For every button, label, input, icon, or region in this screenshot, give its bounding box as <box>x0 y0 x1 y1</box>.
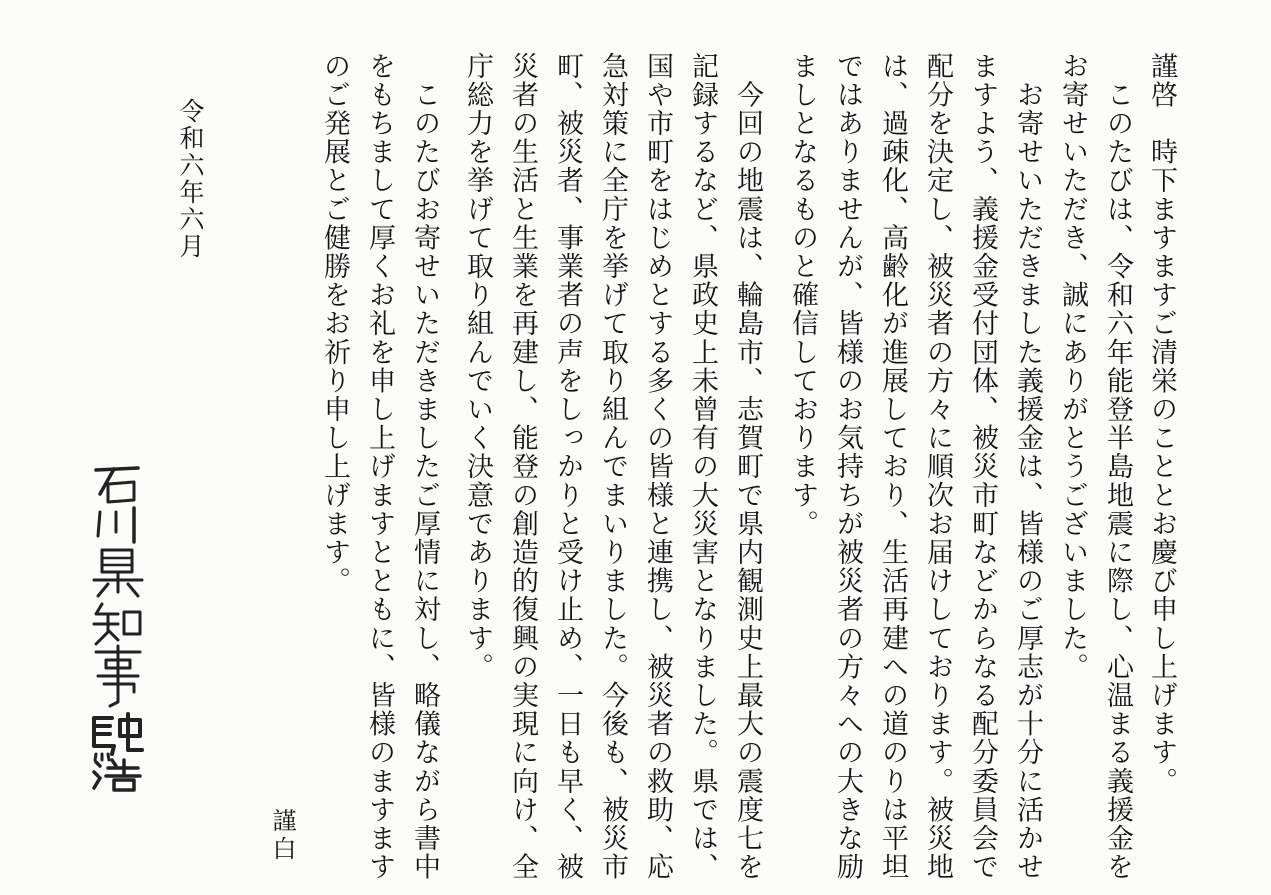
letter-line: お寄せいただきました義援金は、皆様のご厚志が十分に活かせ <box>1012 52 1043 882</box>
letter-line: 謹啓 時下ますますご清栄のこととお慶び申し上げます。 <box>1146 52 1177 796</box>
letter-line: 町、被災者、事業者の声をしっかりと受け止め、一日も早く、被 <box>552 52 583 882</box>
letter-line: 災者の生活と生業を再建し、能登の創造的復興の実現に向け、全 <box>507 52 538 882</box>
letter-line: このたびお寄せいただきましたご厚情に対し、略儀ながら書中 <box>409 52 440 882</box>
letter-line: は、過疎化、高齢化が進展しており、生活再建への道のりは平坦 <box>877 52 908 882</box>
letter-line: をもちまして厚くお礼を申し上げますとともに、皆様のますます <box>364 52 395 882</box>
letter-line: 国や市町をはじめとする多くの皆様と連携し、被災者の救助、応 <box>642 52 673 882</box>
letter-line: ましとなるものと確信しております。 <box>787 52 818 539</box>
letter-line: このたびは、令和六年能登半島地震に際し、心温まる義援金を <box>1102 52 1133 882</box>
letter-line: 配分を決定し、被災者の方々に順次お届けしております。被災地 <box>922 52 953 882</box>
letter-line: 今回の地震は、輪島市、志賀町で県内観測史上最大の震度七を <box>732 52 763 882</box>
handwritten-signature <box>88 462 148 792</box>
letter-line: ますよう、義援金受付団体、被災市町などからなる配分委員会で <box>967 52 998 882</box>
letter-line: ではありませんが、皆様のお気持ちが被災者の方々への大きな励 <box>832 52 863 882</box>
letter-line: のご発展とご健勝をお祈り申し上げます。 <box>319 52 350 596</box>
letter-line: 庁総力を挙げて取り組んでいく決意であります。 <box>462 52 493 682</box>
signature-brush-strokes <box>88 462 148 792</box>
letter-date: 令和六年六月 <box>176 98 205 260</box>
letter-line: 記録するなど、県政史上未曾有の大災害となりました。県では、 <box>687 52 718 882</box>
letter-line: 急対策に全庁を挙げて取り組んでまいりました。今後も、被災市 <box>597 52 628 882</box>
closing-salutation: 謹白 <box>268 808 296 864</box>
letter-line: お寄せいただき、誠にありがとうございました。 <box>1057 52 1088 682</box>
